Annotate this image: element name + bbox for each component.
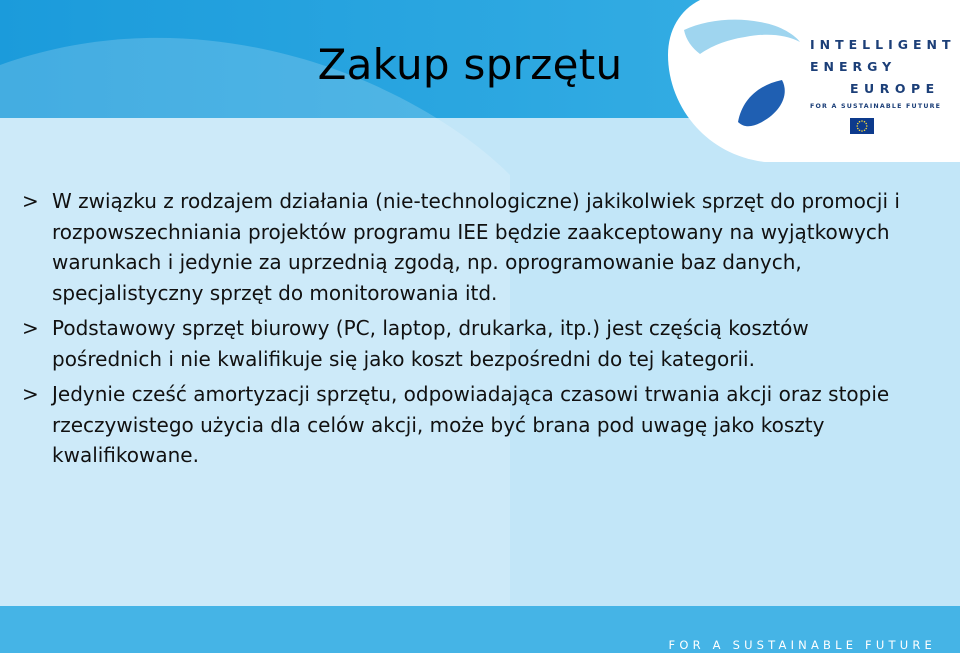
bullet-list xyxy=(22,186,922,476)
bullet-text: Podstawowy sprzęt biurowy (PC, laptop, drukarka, itp.) jest częścią kosztów pośrednich i nie kwalifikuje się jako koszt bezpośredni do tej kategorii. xyxy=(52,316,809,371)
bullet-item xyxy=(22,379,922,471)
logo-text-energy: ENERGY xyxy=(810,59,897,74)
bullet-item xyxy=(22,313,922,374)
bullet-text: W związku z rodzajem działania (nie-technologiczne) jakikolwiek sprzęt do promocji i rozpowszechniania projektów programu IEE będzie zaakceptowany na wyjątkowych warunkach i jedynie za uprzednią zgodą, np. oprogramowanie baz danych, specjalistyczny sprzęt do monitorowania itd. xyxy=(52,189,900,305)
bullet-item xyxy=(22,186,922,308)
bullet-marker: > xyxy=(22,189,39,213)
logo-text-europe: EUROPE xyxy=(850,81,940,96)
logo-tagline: FOR A SUSTAINABLE FUTURE xyxy=(810,103,942,110)
logo xyxy=(810,34,956,110)
logo-text-intelligent: INTELLIGENT xyxy=(810,37,956,52)
page-title: Zakup sprzętu xyxy=(317,40,623,89)
bullet-marker: > xyxy=(22,382,39,406)
bullet-text: Jedynie cześć amortyzacji sprzętu, odpowiadająca czasowi trwania akcji oraz stopie rzeczywistego użycia dla celów akcji, może być brana pod uwagę jako koszty kwalifikowane. xyxy=(52,382,890,467)
footer-tagline: FOR A SUSTAINABLE FUTURE xyxy=(668,638,936,652)
eu-flag-icon xyxy=(850,118,874,134)
bullet-marker: > xyxy=(22,316,39,340)
